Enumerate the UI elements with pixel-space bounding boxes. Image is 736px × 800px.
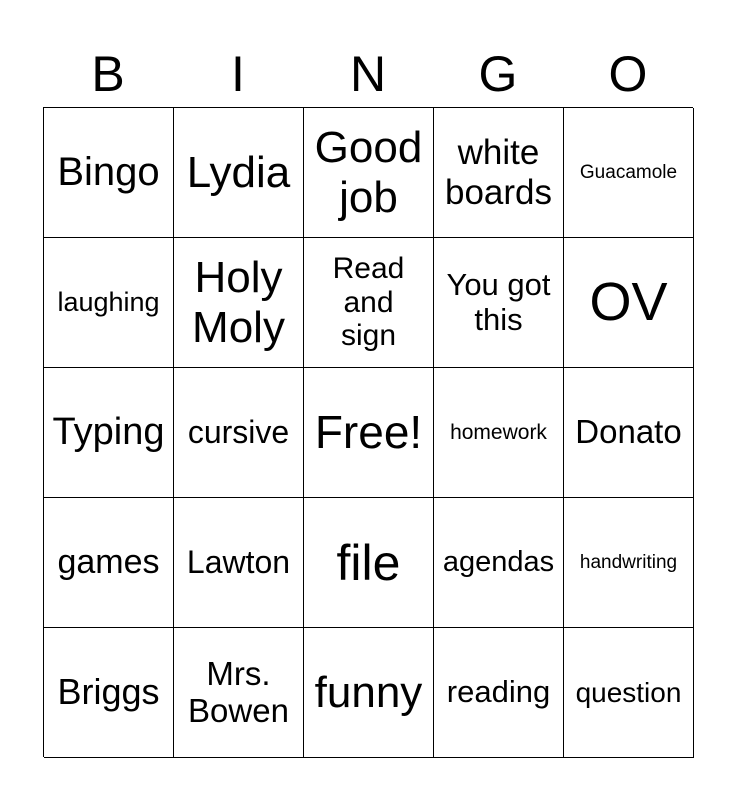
bingo-cell[interactable]	[304, 368, 434, 498]
bingo-cell-label: white boards	[444, 133, 553, 212]
bingo-cell[interactable]	[44, 628, 174, 758]
header-letter-o: O	[608, 46, 648, 102]
bingo-cell-label: Read and sign	[332, 252, 405, 353]
bingo-cell[interactable]	[304, 108, 434, 238]
bingo-cell[interactable]	[564, 238, 694, 368]
bingo-cell[interactable]	[44, 238, 174, 368]
bingo-cell-label: You got this	[446, 266, 551, 337]
bingo-cell[interactable]	[564, 498, 694, 628]
bingo-board	[43, 107, 693, 757]
bingo-cell[interactable]	[434, 108, 564, 238]
bingo-cell[interactable]	[44, 368, 174, 498]
bingo-cell-label: question	[575, 676, 682, 708]
bingo-cell[interactable]	[174, 108, 304, 238]
bingo-cell-label: Typing	[52, 411, 165, 454]
bingo-cell-label: Holy Moly	[192, 253, 285, 352]
bingo-cell-label: games	[57, 543, 160, 582]
bingo-cell-label: OV	[589, 272, 668, 333]
bingo-cell-label: Bingo	[57, 150, 160, 195]
bingo-cell-label: reading	[446, 674, 551, 710]
bingo-cell[interactable]	[434, 628, 564, 758]
bingo-cell-label: laughing	[57, 287, 160, 318]
bingo-cell-label: Guacamole	[579, 161, 678, 183]
bingo-cell[interactable]	[44, 498, 174, 628]
bingo-cell[interactable]	[174, 498, 304, 628]
bingo-cell[interactable]	[564, 368, 694, 498]
bingo-cell[interactable]	[304, 628, 434, 758]
bingo-cell-label: file	[336, 534, 401, 591]
bingo-cell[interactable]	[44, 108, 174, 238]
header-letter-i: I	[231, 46, 245, 102]
header-letter-g: G	[478, 46, 518, 102]
bingo-cell[interactable]	[434, 238, 564, 368]
bingo-cell-label: Mrs. Bowen	[188, 654, 289, 729]
bingo-cell[interactable]	[304, 498, 434, 628]
bingo-cell[interactable]	[304, 238, 434, 368]
bingo-cell[interactable]	[564, 628, 694, 758]
bingo-cell-label: Briggs	[57, 671, 160, 713]
bingo-header	[43, 40, 693, 108]
bingo-cell-label: Free!	[314, 405, 423, 458]
bingo-cell[interactable]	[564, 108, 694, 238]
bingo-cell-label: handwriting	[579, 551, 678, 573]
bingo-cell[interactable]	[174, 368, 304, 498]
bingo-cell[interactable]	[174, 628, 304, 758]
bingo-cell[interactable]	[174, 238, 304, 368]
header-letter-n: N	[349, 46, 387, 102]
bingo-cell-label: cursive	[187, 413, 290, 450]
bingo-cell-label: Lydia	[186, 147, 291, 197]
bingo-cell-label: agendas	[442, 546, 555, 579]
header-letter-b: B	[91, 46, 125, 102]
bingo-cell-label: funny	[314, 667, 423, 717]
bingo-cell-label: Lawton	[186, 543, 291, 580]
bingo-cell-label: homework	[450, 420, 547, 444]
bingo-cell[interactable]	[434, 498, 564, 628]
bingo-cell[interactable]	[434, 368, 564, 498]
bingo-cell-label: Good job	[314, 123, 423, 222]
bingo-cell-label: Donato	[575, 413, 682, 451]
